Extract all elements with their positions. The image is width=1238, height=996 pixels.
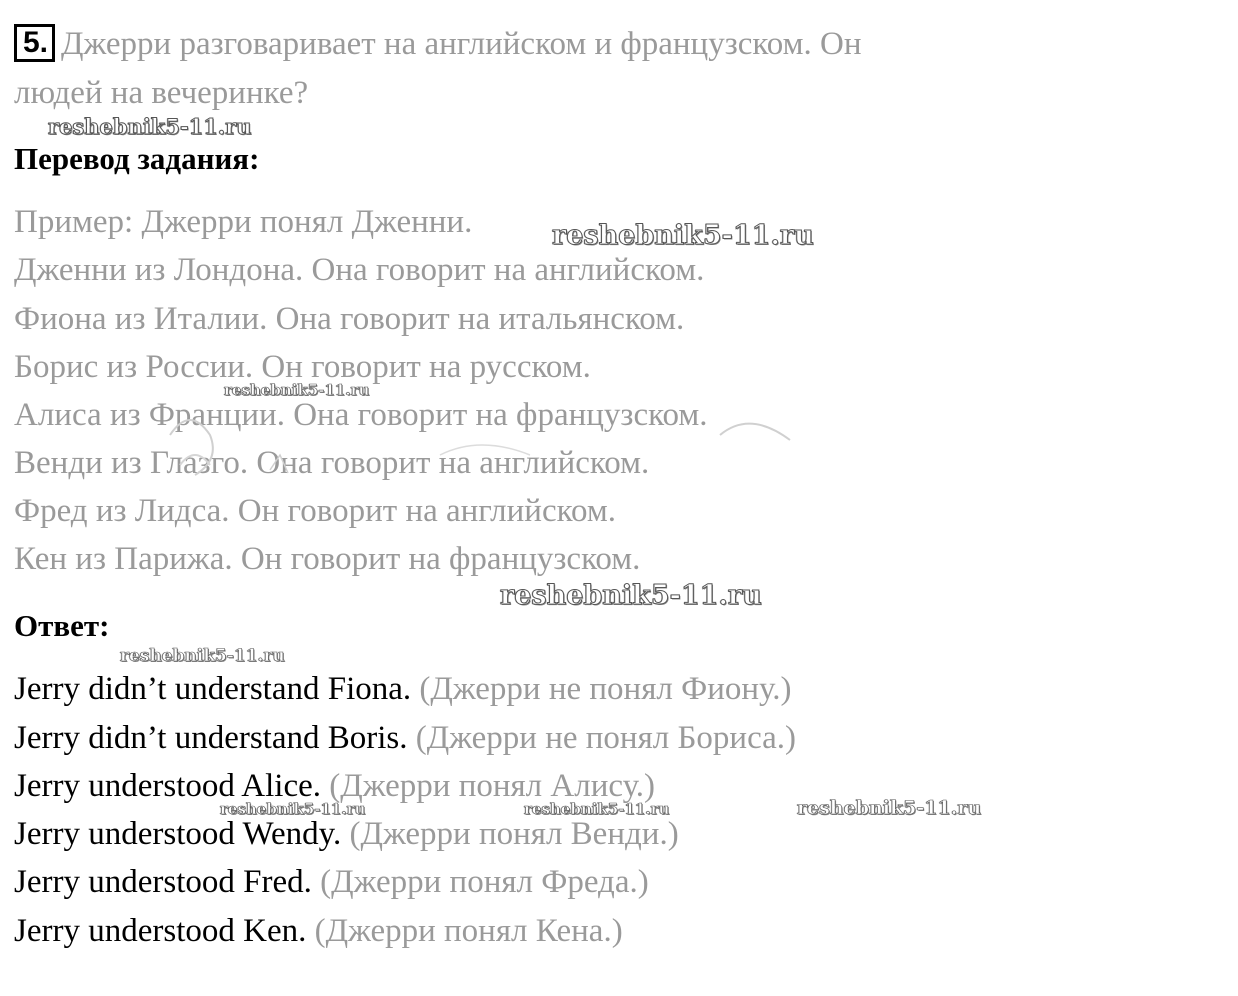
translation-line-wendy: Венди из Глазго. Она говорит на английском. (14, 445, 650, 481)
watermark-8: reshebnik5-11.ru (797, 797, 982, 819)
answer-ru-4: (Джерри понял Венди.) (349, 816, 679, 852)
watermark-1: reshebnik5-11.ru (48, 114, 252, 139)
task-question-line-2: людей на вечеринке? (14, 75, 309, 111)
translation-line-ken: Кен из Парижа. Он говорит на французском. (14, 541, 641, 577)
scribble-marks (140, 395, 840, 535)
task-question-line-1 (14, 24, 862, 64)
translation-heading: Перевод задания: (14, 141, 260, 176)
answer-line-6 (14, 911, 623, 951)
translation-line-boris: Борис из России. Он говорит на русском. (14, 349, 591, 385)
translation-line-alice: Алиса из Франции. Она говорит на французском. (14, 397, 708, 433)
answer-heading: Ответ: (14, 608, 110, 643)
answer-line-1 (14, 669, 791, 709)
task-number: 5. (14, 24, 55, 62)
translation-line-fred: Фред из Лидса. Он говорит на английском. (14, 493, 616, 529)
watermark-2: reshebnik5-11.ru (552, 220, 814, 251)
answer-en-5: Jerry understood Fred. (14, 864, 312, 900)
answer-ru-3: (Джерри понял Алису.) (329, 768, 656, 804)
watermark-7: reshebnik5-11.ru (524, 800, 670, 818)
translation-line-example: Пример: Джерри понял Дженни. (14, 204, 473, 240)
watermark-6: reshebnik5-11.ru (220, 800, 366, 818)
answer-line-4 (14, 814, 679, 854)
answer-en-2: Jerry didn’t understand Boris. (14, 720, 408, 756)
answer-line-5 (14, 862, 649, 902)
watermark-3: reshebnik5-11.ru (224, 381, 370, 399)
answer-en-4: Jerry understood Wendy. (14, 816, 342, 852)
answer-en-1: Jerry didn’t understand Fiona. (14, 671, 412, 707)
answer-en-3: Jerry understood Alice. (14, 768, 322, 804)
answer-ru-1: (Джерри не понял Фиону.) (419, 671, 792, 707)
translation-line-fiona: Фиона из Италии. Она говорит на итальянском. (14, 301, 685, 337)
answer-ru-5: (Джерри понял Фреда.) (320, 864, 649, 900)
answer-line-2 (14, 718, 796, 758)
task-question-text: Джерри разговаривает на английском и французском. Он (61, 26, 862, 62)
translation-line-jenny: Дженни из Лондона. Она говорит на английском. (14, 252, 705, 288)
watermark-4: reshebnik5-11.ru (500, 580, 762, 611)
answer-ru-2: (Джерри не понял Бориса.) (415, 720, 797, 756)
answer-ru-6: (Джерри понял Кена.) (314, 913, 623, 949)
watermark-5: reshebnik5-11.ru (120, 646, 285, 666)
answer-en-6: Jerry understood Ken. (14, 913, 307, 949)
